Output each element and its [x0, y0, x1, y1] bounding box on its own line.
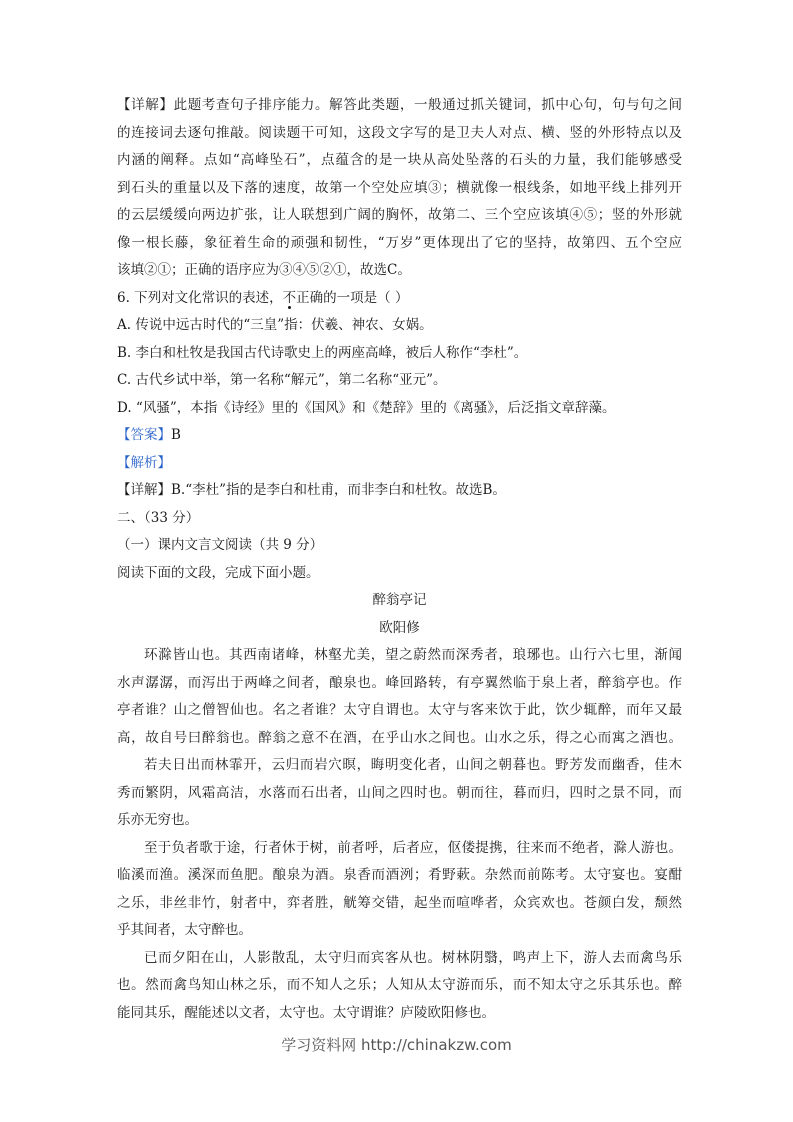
para3-line-3: 之乐，非丝非竹，射者中，弈者胜，觥筹交错，起坐而喧哗者，众宾欢也。苍颜白发，颓然 [117, 894, 682, 911]
page-content [117, 92, 682, 1027]
para1-line-4: 高，故自号曰醉翁也。醉翁之意不在酒，在乎山水之间也。山水之乐，得之心而寓之酒也。 [117, 729, 682, 746]
para3-line-2: 临溪而渔。溪深而鱼肥。酿泉为酒。泉香而酒洌；肴野蔌。杂然而前陈考。太守宴也。宴酣 [117, 867, 682, 883]
essay-title: 醉翁亭记 [372, 592, 427, 608]
essay-author: 欧阳修 [379, 619, 420, 636]
detail-line: 【详解】B.“李杜”指的是李白和杜甫，而非李白和杜牧。故选B。 [117, 482, 506, 498]
analysis5-line-2: 的连接词去逐句推敲。阅读题干可知，这段文字写的是卫夫人对点、横、竖的外形特点以及 [117, 124, 682, 141]
para2-line-2: 秀而繁阴，风霜高洁，水落而石出者，山间之四时也。朝而往，暮而归，四时之景不同，而 [117, 784, 682, 801]
answer-value: B [171, 427, 181, 443]
option-b: B. 李白和杜牧是我国古代诗歌史上的两座高峰，被后人称作“李杜”。 [117, 344, 528, 361]
analysis5-line-5: 的云层缓缓向两边扩张，让人联想到广阔的胸怀，故第二、三个空应该填④⑤；竖的外形就 [117, 207, 682, 223]
para2-line-1: 若夫日出而林霏开，云归而岩穴暝，晦明变化者，山间之朝暮也。野芳发而幽香，佳木 [144, 757, 682, 773]
analysis5-line-1: 【详解】此题考查句子排序能力。解答此类题，一般通过抓关键词，抓中心句，句与句之间 [117, 97, 683, 113]
analysis5-line-3: 内涵的阐释。点如“高峰坠石”，点蕴含的是一块从高处坠落的石头的力量，我们能够感受 [117, 152, 682, 168]
question-6-stem: 6. 下列对文化常识的表述，不正确的一项是（ ） [117, 289, 409, 306]
analysis5-line-4: 到石头的重量以及下落的速度，故第一个空处应填③；横就像一根线条，如地平线上排列开 [117, 179, 682, 196]
analysis-tag: 【解析】 [117, 454, 171, 471]
page-footer: 学习资料网 http://chinakzw.com [281, 1036, 512, 1054]
option-d: D. “风骚”，本指《诗经》里的《国风》和《楚辞》里的《离骚》，后泛指文章辞藻。 [117, 399, 616, 416]
option-c: C. 古代乡试中举，第一名称“解元”，第二名称“亚元”。 [117, 372, 447, 388]
detail-tag: 【详解】 [117, 97, 174, 113]
para3-line-4: 乎其间者，太守醉也。 [117, 922, 252, 938]
para3-line-1: 至于负者歌于途，行者休于树，前者呼，后者应，伛偻提携，往来而不绝者，滁人游也。 [144, 839, 682, 856]
subsection-heading: （一）课内文言文阅读（共 9 分） [117, 537, 324, 553]
analysis5-line-6: 像一根长藤，象征着生命的顽强和韧性，“万岁”更体现出了它的坚持，故第四、五个空应 [117, 234, 682, 251]
option-a: A. 传说中远古时代的“三皇”指：伏羲、神农、女娲。 [117, 317, 433, 333]
answer-tag: 【答案】 [117, 427, 171, 443]
para1-line-2: 水声潺潺，而泻出于两峰之间者，酿泉也。峰回路转，有亭翼然临于泉上者，醉翁亭也。作 [117, 674, 682, 691]
answer-line [117, 422, 682, 450]
instruction: 阅读下面的文段，完成下面小题。 [117, 564, 320, 581]
section-heading: 二、（33 分） [117, 509, 200, 526]
analysis5-line-7: 该填②①；正确的语序应为③④⑤②①，故选C。 [117, 262, 411, 278]
para4-line-3: 能同其乐，醒能述以文者，太守也。太守谓谁？庐陵欧阳修也。 [117, 1004, 495, 1021]
para4-line-2: 也。然而禽鸟知山林之乐，而不知人之乐；人知从太守游而乐，而不知太守之乐其乐也。醉 [117, 977, 682, 993]
para1-line-1: 环滁皆山也。其西南诸峰，林壑尤美，望之蔚然而深秀者，琅琊也。山行六七里，渐闻 [144, 647, 682, 663]
emphasis-dot-char: 不 [282, 289, 297, 306]
para2-line-3: 乐亦无穷也。 [117, 812, 198, 828]
para1-line-3: 亭者谁？山之僧智仙也。名之者谁？太守自谓也。太守与客来饮于此，饮少辄醉，而年又最 [117, 702, 682, 718]
para4-line-1: 已而夕阳在山，人影散乱，太守归而宾客从也。树林阴翳，鸣声上下，游人去而禽鸟乐 [144, 949, 682, 966]
